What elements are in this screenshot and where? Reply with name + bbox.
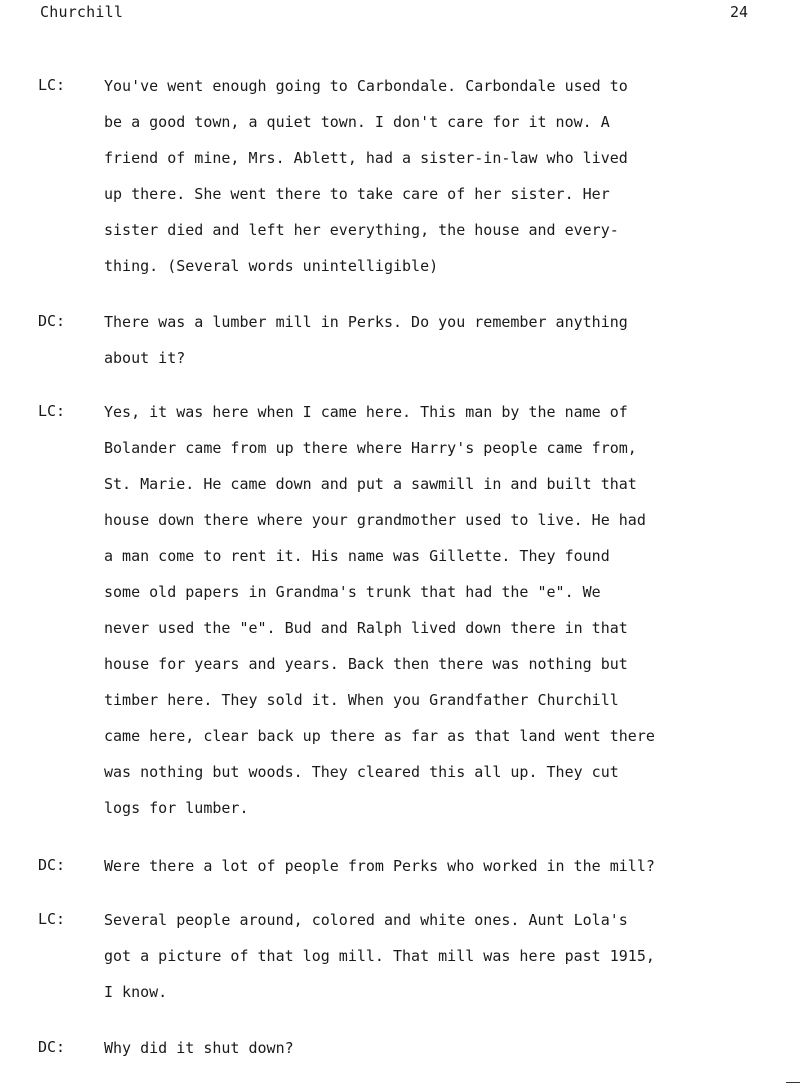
speaker-label: LC: bbox=[38, 76, 66, 94]
speech-line: Yes, it was here when I came here. This man by the name of bbox=[104, 403, 628, 421]
speech-line: got a picture of that log mill. That mill was here past 1915, bbox=[104, 947, 655, 965]
speech-text bbox=[104, 402, 794, 834]
speech-line: was nothing but woods. They cleared this all up. They cut bbox=[104, 763, 619, 781]
speech-text bbox=[104, 910, 794, 1018]
speech-text bbox=[104, 76, 794, 292]
speech-line: Were there a lot of people from Perks who worked in the mill? bbox=[104, 857, 655, 875]
speaker-label: DC: bbox=[38, 312, 66, 330]
speaker-label: DC: bbox=[38, 1038, 66, 1056]
speech-line: house for years and years. Back then there was nothing but bbox=[104, 655, 628, 673]
speech-line: There was a lumber mill in Perks. Do you remember anything bbox=[104, 313, 628, 331]
speech-line: house down there where your grandmother used to live. He had bbox=[104, 511, 646, 529]
speech-line: came here, clear back up there as far as that land went there bbox=[104, 727, 655, 745]
speech-line: a man come to rent it. His name was Gillette. They found bbox=[104, 547, 610, 565]
speaker-label: LC: bbox=[38, 402, 66, 420]
speech-line: friend of mine, Mrs. Ablett, had a sister-in-law who lived bbox=[104, 149, 628, 167]
speech-line: Several people around, colored and white ones. Aunt Lola's bbox=[104, 911, 628, 929]
speech-line: never used the "e". Bud and Ralph lived down there in that bbox=[104, 619, 628, 637]
speaker-label: DC: bbox=[38, 856, 66, 874]
speech-line: You've went enough going to Carbondale. Carbondale used to bbox=[104, 77, 628, 95]
speech-line: thing. (Several words unintelligible) bbox=[104, 257, 439, 275]
running-header-name: Churchill bbox=[40, 3, 124, 21]
speech-line: logs for lumber. bbox=[104, 799, 249, 817]
speech-text bbox=[104, 856, 794, 892]
speech-line: timber here. They sold it. When you Grandfather Churchill bbox=[104, 691, 619, 709]
speaker-label: LC: bbox=[38, 910, 66, 928]
speech-line: sister died and left her everything, the house and every- bbox=[104, 221, 619, 239]
speech-line: be a good town, a quiet town. I don't care for it now. A bbox=[104, 113, 610, 131]
speech-line: Why did it shut down? bbox=[104, 1039, 294, 1057]
speech-line: Bolander came from up there where Harry's people came from, bbox=[104, 439, 637, 457]
page-edge-mark bbox=[786, 1082, 800, 1083]
speech-line: St. Marie. He came down and put a sawmill in and built that bbox=[104, 475, 637, 493]
speech-line: I know. bbox=[104, 983, 168, 1001]
speech-line: about it? bbox=[104, 349, 186, 367]
speech-text bbox=[104, 312, 794, 384]
speech-text bbox=[104, 1038, 794, 1074]
page-number: 24 bbox=[730, 3, 749, 21]
speech-line: some old papers in Grandma's trunk that had the "e". We bbox=[104, 583, 601, 601]
speech-line: up there. She went there to take care of her sister. Her bbox=[104, 185, 610, 203]
